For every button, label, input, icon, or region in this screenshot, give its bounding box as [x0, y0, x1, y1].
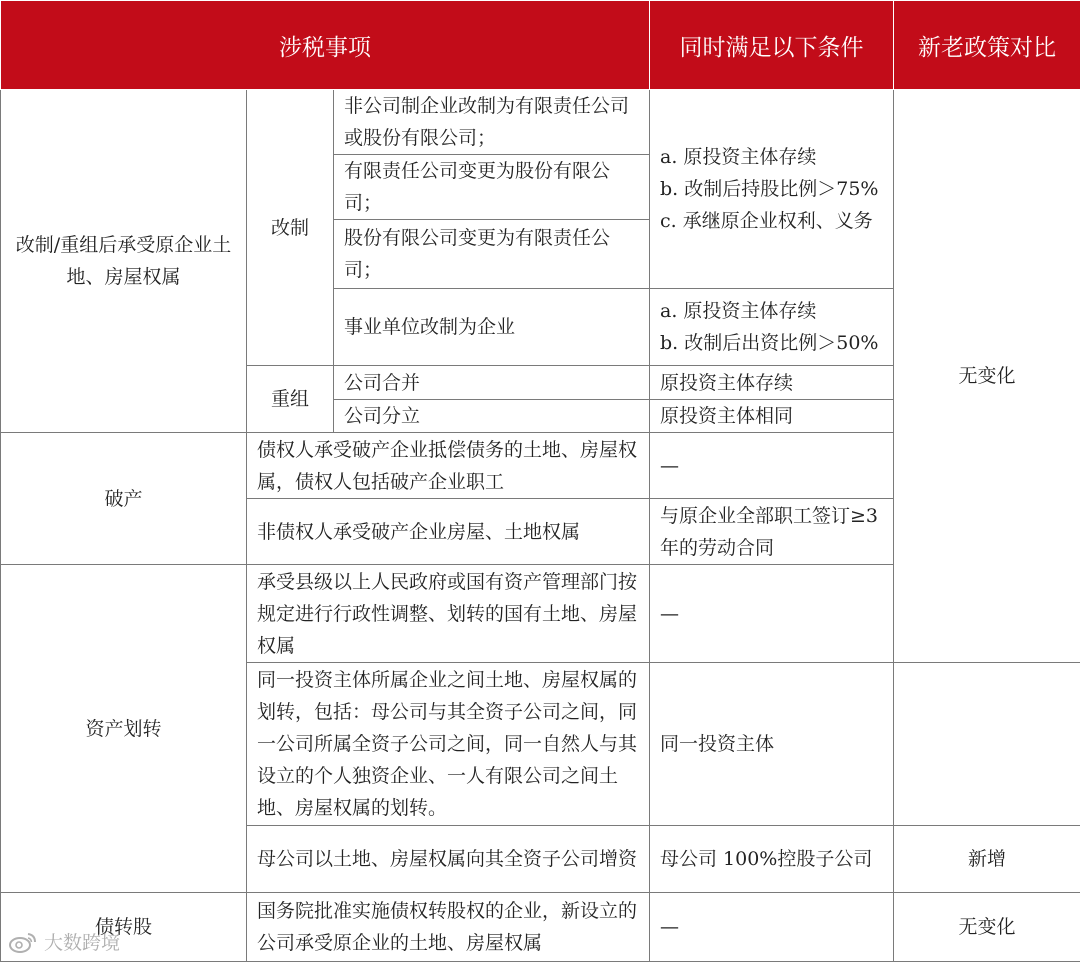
subcategory-gaizhi: 改制: [247, 90, 334, 366]
item-cell: 公司分立: [334, 400, 650, 433]
category-debt-to-equity: 债转股: [1, 893, 247, 962]
comparison-unchanged-last: 无变化: [894, 893, 1080, 962]
header-row: [1, 1, 1080, 90]
item-cell: 股份有限公司变更为有限责任公司；: [334, 220, 650, 289]
item-cell: 母公司以土地、房屋权属向其全资子公司增资: [247, 826, 650, 893]
item-cell: 承受县级以上人民政府或国有资产管理部门按规定进行行政性调整、划转的国有土地、房屋权属: [247, 565, 650, 663]
condition-cell: 与原企业全部职工签订≥3 年的劳动合同: [650, 499, 894, 565]
item-cell: 债权人承受破产企业抵偿债务的土地、房屋权属，债权人包括破产企业职工: [247, 433, 650, 499]
condition-cell: a. 原投资主体存续 b. 改制后持股比例＞75% c. 承继原企业权利、义务: [650, 90, 894, 289]
subcategory-chongzu: 重组: [247, 366, 334, 433]
condition-cell: 原投资主体存续: [650, 366, 894, 400]
watermark-text: 大数跨境: [44, 928, 120, 955]
condition-cell: —: [650, 565, 894, 663]
comparison-unchanged: 无变化: [894, 90, 1080, 663]
item-cell: 有限责任公司变更为股份有限公司；: [334, 155, 650, 220]
item-cell: 非债权人承受破产企业房屋、土地权属: [247, 499, 650, 565]
condition-cell: 原投资主体相同: [650, 400, 894, 433]
item-cell: 同一投资主体所属企业之间土地、房屋权属的划转，包括：母公司与其全资子公司之间，同一公司所属全资子公司之间，同一自然人与其设立的个人独资企业、一人有限公司之间土地、房屋权属的划转。: [247, 663, 650, 826]
condition-cell: 同一投资主体: [650, 663, 894, 826]
condition-cell: a. 原投资主体存续 b. 改制后出资比例＞50%: [650, 289, 894, 366]
table-row: [1, 893, 1080, 962]
condition-cell: 母公司 100%控股子公司: [650, 826, 894, 893]
category-restructure: 改制/重组后承受原企业土地、房屋权属: [1, 90, 247, 433]
item-cell: 事业单位改制为企业: [334, 289, 650, 366]
category-asset-transfer: 资产划转: [1, 565, 247, 893]
header-conditions: 同时满足以下条件: [650, 1, 894, 90]
condition-cell: —: [650, 433, 894, 499]
item-cell: 公司合并: [334, 366, 650, 400]
category-bankruptcy: 破产: [1, 433, 247, 565]
header-tax-item: 涉税事项: [1, 1, 650, 90]
table-row: [1, 90, 1080, 155]
header-policy-comparison: 新老政策对比: [894, 1, 1080, 90]
item-cell: 非公司制企业改制为有限责任公司或股份有限公司；: [334, 90, 650, 155]
comparison-new: 新增: [894, 826, 1080, 893]
item-cell: 国务院批准实施债权转股权的企业，新设立的公司承受原企业的土地、房屋权属: [247, 893, 650, 962]
condition-cell: —: [650, 893, 894, 962]
